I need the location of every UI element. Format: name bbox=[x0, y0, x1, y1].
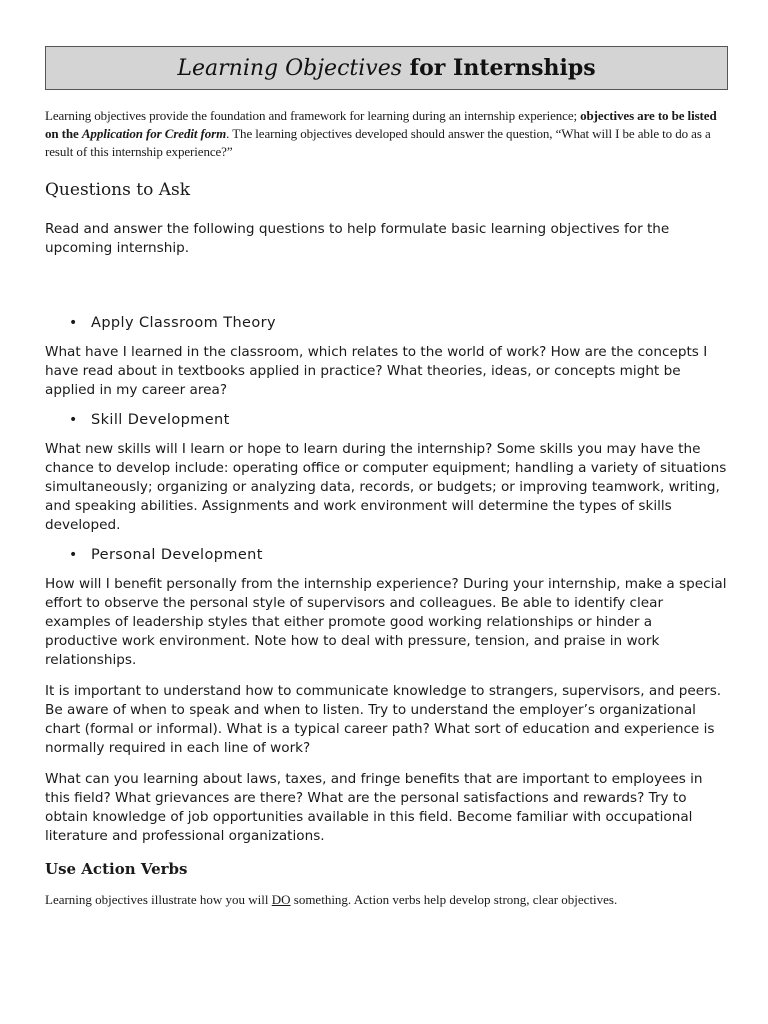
action-verbs-text-2: something. Action verbs help develop strong, clear objectives. bbox=[290, 892, 618, 907]
page-title bbox=[45, 46, 728, 90]
bullet-dot-icon: • bbox=[69, 315, 78, 331]
bullet-skill-development bbox=[45, 412, 728, 428]
bullet-label: Skill Development bbox=[91, 412, 230, 428]
classroom-theory-paragraph: What have I learned in the classroom, which relates to the world of work? How are the concepts I have read about in textbooks applied in practice? What theories, ideas, or concepts might be applied in my career area? bbox=[45, 344, 708, 398]
title-rest: for Internships bbox=[402, 55, 596, 81]
bullet-dot-icon: • bbox=[69, 547, 78, 563]
skill-development-paragraph: What new skills will I learn or hope to learn during the internship? Some skills you may have the chance to develop include: operating office or computer equipment; handling a variety of situations simultaneously; organizing or analyzing data, records, or budgets; or improving teamwork, writing, and speaking abilities. Assignments and work environment will determine the types of skills developed. bbox=[45, 441, 727, 533]
personal-development-paragraph-1: How will I benefit personally from the internship experience? During your internship, make a special effort to observe the personal style of supervisors and colleagues. Be able to identify clear examples of leadership styles that either promote good working relationships or hinder a productive work environment. Note how to deal with pressure, tension, and praise in work relationships. bbox=[45, 576, 727, 668]
intro-text-1: Learning objectives provide the foundation and framework for learning during an internship experience; bbox=[45, 108, 581, 123]
intro-bold: objectives are to be listed on the bbox=[45, 108, 717, 141]
intro-paragraph bbox=[45, 107, 728, 161]
action-verbs-heading: Use Action Verbs bbox=[45, 860, 188, 878]
bullet-label: Personal Development bbox=[91, 547, 263, 563]
document-page bbox=[45, 46, 728, 909]
questions-lead: Read and answer the following questions to help formulate basic learning objectives for the upcoming internship. bbox=[45, 221, 670, 256]
title-italic-part: Learning Objectives bbox=[177, 55, 402, 81]
personal-development-paragraph-3: What can you learning about laws, taxes, and fringe benefits that are important to employees in this field? What grievances are there? What are the personal satisfactions and rewards? Try to obtain knowledge of job opportunities available in this field. Become familiar with occupational literature and professional organizations. bbox=[45, 771, 703, 844]
action-verbs-do: DO bbox=[271, 892, 291, 907]
bullet-apply-classroom-theory bbox=[45, 315, 728, 331]
intro-form-name: Application for Credit form bbox=[81, 126, 227, 141]
intro-text-2: . The learning objectives developed should answer the question, “What will I be able to do as a result of this internship experience?” bbox=[45, 126, 711, 159]
bullet-personal-development bbox=[45, 547, 728, 563]
personal-development-paragraph-2: It is important to understand how to communicate knowledge to strangers, supervisors, and peers. Be aware of when to speak and when to listen. Try to understand the employer’s organizational chart (formal or informal). What is a typical career path? What sort of education and experience is normally required in each line of work? bbox=[45, 683, 722, 756]
action-verbs-paragraph bbox=[45, 891, 728, 909]
action-verbs-text-1: Learning objectives illustrate how you will bbox=[45, 892, 272, 907]
questions-heading: Questions to Ask bbox=[45, 180, 191, 200]
bullet-dot-icon: • bbox=[69, 412, 78, 428]
bullet-label: Apply Classroom Theory bbox=[91, 315, 276, 331]
